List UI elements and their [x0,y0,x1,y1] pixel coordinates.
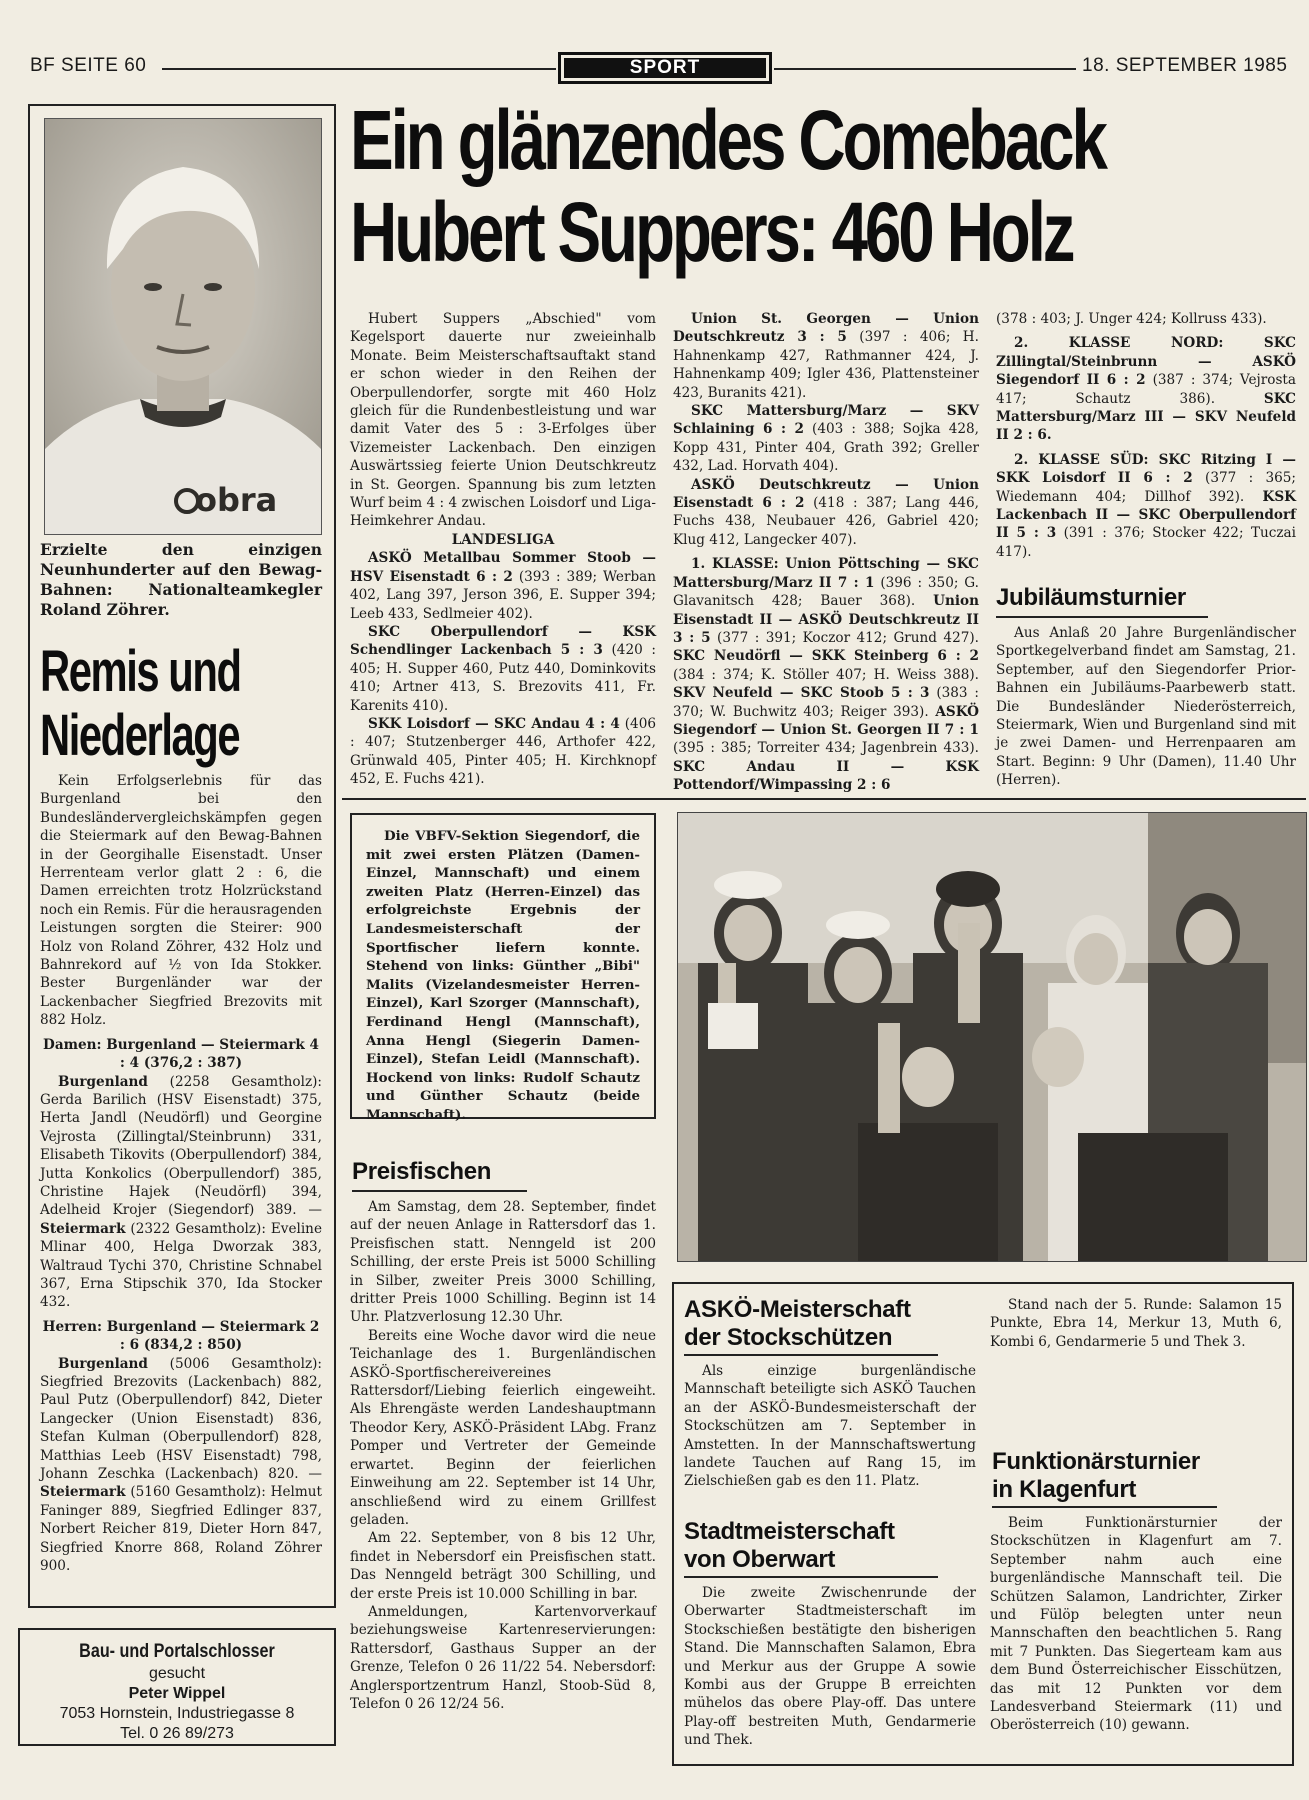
asko-heading-rule [684,1354,938,1356]
stadtmeisterschaft-heading [684,1518,895,1574]
funktionaer-heading [992,1448,1200,1504]
game-details: (396 : 350; G. Glavanitsch 428; Bauer 368). [673,574,979,610]
game-details: (383 : 370; W. Buchwitz 403; Reiger 393). [673,685,979,720]
game-teams: ASKÖ Metallbau Sommer Stoob — HSV Eisenstadt 6 : 2 [350,550,656,585]
asko-article [684,1362,976,1491]
funk-heading-line2: in Klagenfurt [992,1476,1137,1503]
klasse2-nord-results [996,334,1296,444]
preisfischen-heading: Preisfischen [352,1158,492,1185]
game-details: (418 : 387; Lang 446, Fuchs 438, Neubauer 426, Gabriel 420; Klug 412, Langecker 407). [673,495,979,548]
game-teams: SKC Neudörfl — SKK Steinberg 6 : 2 [673,648,979,665]
jubilaeum-article [996,624,1296,790]
game-details: (395 : 385; Torreiter 434; Jagenbrein 433). [673,740,979,757]
portrait-image [45,119,321,534]
remis-headline-line2: Niederlage [40,703,240,768]
game-details: (384 : 374; K. Stöller 407; H. Weiss 388). [673,666,979,683]
game-details: (377 : 391; Koczor 412; Grund 427). [710,629,980,646]
remis-headline [40,640,328,768]
game-teams: SKC Mattersburg/Marz III — SKV Neufeld II 2 : 6. [996,390,1296,444]
herren-stmk-scores: (5160 Gesamtholz): Helmut Faninger 889, Siegfried Edlinger 837, Norbert Reicher 819, Dieter Horn 847, Siegfried Knorre 868, Roland Zöhrer 900. [40,1484,322,1575]
main-intro: Hubert Suppers „Abschied" vom Kegelsport dauerte nur zweieinhalb Monate. Beim Meisterschaftsauftakt stand er schon wieder in den Reihen der Oberpullendorfer, sorgte mit 460 Holz gleich für die Rundenbestleistung und war damit Vater des 5 : 3-Erfolges über Vizemeister Lackenbach. Den einzigen Auswärtssieg feierte Union Deutschkreutz in St. Georgen. Spannung bis zum letzten Wurf beim 4 : 4 zwischen Loisdorf und Liga-Heimkehrer Andau. [350,311,656,530]
game-teams: Union St. Georgen — Union Deutschkreutz 3 : 5 [673,311,979,346]
vbfv-caption [366,827,640,1125]
game-teams: SKV Neufeld — SKC Stoob 5 : 3 [673,685,930,702]
herren-result-text [40,1355,322,1576]
game-teams: SKC Oberpullendorf — KSK Schendlinger Lackenbach 5 : 3 [350,623,656,659]
main-headline [350,93,1105,279]
damen-team-stmk: Steiermark [40,1220,126,1237]
shirt-logo-text: obra [195,481,278,519]
game-details: (387 : 374; Vejrosta 417; Schautz 386). [996,372,1296,407]
funk-article [990,1514,1282,1735]
preisfischen-p1: Am Samstag, dem 28. September, findet auf der neuen Anlage in Rattersdorf das 1. Preisfischen statt. Nenngeld ist 200 Schilling, der erste Preis ist 5000 Schilling in Silber, zweiter Preis 3000 Schilling, dritter Preis 1000 Schilling. Beginn ist 14 Uhr. Platzverlosung 12.30 Uhr. [350,1199,656,1326]
team-photo [677,812,1307,1262]
asko-heading [684,1296,911,1352]
game-details: (403 : 388; Sojka 428, Kopp 431, Pinter 404, Grath 392; Greller 432, Lad. Horvath 404). [673,421,979,475]
herren-team-stmk: Steiermark [40,1484,126,1501]
funk-heading-rule [992,1506,1217,1508]
game-teams: ASKÖ Siegendorf — Union St. Georgen II 7 : 1 [673,703,979,738]
main-article-col1 [350,310,656,789]
game-result [350,549,656,623]
issue-date: 18. SEPTEMBER 1985 [1082,55,1288,76]
game-details: (420 : 405; H. Supper 460, Putz 440, Dominkovits 410; Artner 413, S. Brezovits 411, Fr. Karenits 410). [350,642,656,714]
team-image [678,813,1306,1261]
herren-result-head: Herren: Burgenland — Steiermark 2 : 6 (834,2 : 850) [42,1318,320,1354]
asko-heading-line1: ASKÖ-Meisterschaft [684,1296,911,1323]
game-result [673,476,979,550]
section-label: SPORT [564,58,766,78]
vbfv-caption-text: Die VBFV-Sektion Siegendorf, die mit zwei ersten Plätzen (Damen-Einzel, Mannschaft) und einem zweiten Platz (Herren-Einzel) das erfolgreichste Ergebnis der Landesmeisterschaft der Sportfischer liefern konnte. Stehend von links: Günther „Bibi" Malits (Vizelandesmeister Herren-Einzel), Karl Szorger (Mannschaft), Ferdinand Hengl (Mannschaft), Anna Hengl (Siegerin Damen-Einzel), Stefan Leidl (Mannschaft). Hockend von links: Rudolf Schautz und Günther Schautz (beide Mannschaft). [366,828,640,1123]
header-rule-left [162,68,556,70]
ad-title: Bau- und Portalschlosser [79,1641,275,1662]
game-teams: 2. KLASSE SÜD: SKC Ritzing I — SKK Loisdorf II 6 : 2 [996,451,1296,487]
game-teams: SKK Loisdorf — SKC Andau 4 : 4 [368,715,620,732]
game-teams: SKC Mattersburg/Marz — SKV Schlaining 6 : 2 [673,403,979,438]
game-details: (378 : 403; J. Unger 424; Kollruss 433). [996,311,1267,327]
game-details: (406 : 407; Stutzenberger 446, Arthofer 422, Grünwald 405, Pinter 405; H. Kirchknopf 452, E. Fuchs 421). [350,715,657,788]
herren-bgld-scores: (5006 Gesamtholz): Siegfried Brezovits (Lackenbach) 882, Paul Putz (Oberpullendorf) 842, Dieter Langecker (Union Eisenstadt) 836, Stefan Kulman (Oberpullendorf) 828, Matthias Leeb (HSV Eisenstadt) 798, Johann Zeschka (Lackenbach) 820. — [40,1355,322,1483]
funk-heading-line1: Funktionärsturnier [992,1448,1200,1475]
game-result [350,715,656,789]
damen-result-text [40,1073,322,1312]
stadt-article-col1 [684,1584,976,1754]
remis-headline-line1: Remis und [40,639,241,704]
game-teams: Union Eisenstadt II — ASKÖ Deutschkreutz II 3 : 5 [673,593,979,646]
ad-company: Peter Wippel [128,1685,226,1702]
jubilaeum-text: Aus Anlaß 20 Jahre Burgenländischer Sportkegelverband findet am Samstag, 21. September, auf den Siegendorfer Prior-Bahnen ein Jubiläums-Paarbewerb statt. Die Bundesländer Niederösterreich, Steiermark, Wien und Burgenland sind mit je zwei Damen- und Herrenpaaren am Start. Beginn: 9 Uhr (Damen), 11.40 Uhr (Herren). [996,625,1296,789]
klasse2-sued-results [996,451,1296,561]
damen-stmk-scores: (2322 Gesamtholz): Eveline Mlinar 400, Helga Dworzak 383, Waltraud Tychi 370, Christine Schnabel 367, Erna Stipschik 370, Ida Stocker 432. [40,1220,322,1311]
jubilaeum-heading-rule [996,616,1208,618]
ad-address: 7053 Hornstein, Industriegasse 8 [59,1705,295,1722]
ad-subtitle: gesucht [148,1665,206,1682]
portrait-photo [44,118,322,535]
damen-bgld-scores: (2258 Gesamtholz): Gerda Barilich (HSV Eisenstadt) 375, Herta Jandl (Neudörfl) und Georgine Vejrosta (Zillingtal/Steinbrunn) 331, Elisabeth Tikovits (Oberpullendorf) 384, Jutta Konkolics (Oberpullendorf) 385, Christine Hajek (Neudörfl) 394, Adelheid Krojer (Siegendorf) 389. — [40,1073,322,1219]
asko-article-col2 [990,1296,1282,1351]
damen-team-bgld: Burgenland [58,1073,148,1090]
game-result [673,310,979,402]
preisfischen-p4: Anmeldungen, Kartenvorverkauf beziehungsweise Kartenreservierungen: Rattersdorf, Gasthaus Supper an der Grenze, Telefon 0 26 11/22 54. Nebersdorf: Anglersportzentrum Hanzl, Stoob-Süd 8, Telefon 0 26 12/24 56. [350,1603,656,1712]
league-heading: LANDESLIGA [451,531,555,548]
game-details: (391 : 376; Stocker 422; Tuczai 417). [996,525,1296,560]
preisfischen-heading-rule [352,1190,527,1192]
game-result [350,623,656,715]
job-ad [18,1628,336,1746]
ad-phone: Tel. 0 26 89/273 [120,1725,234,1742]
page-number: BF SEITE 60 [30,55,147,76]
stadt-heading-rule [684,1576,938,1578]
game-teams: SKC Andau II — KSK Pottendorf/Wimpassing 2 : 6 [673,758,979,794]
preisfischen-p3: Am 22. September, von 8 bis 12 Uhr, findet in Nebersdorf ein Preisfischen statt. Das Nenngeld beträgt 300 Schilling, und der erste Preis ist 10.000 Schilling in bar. [350,1530,656,1602]
vbfv-caption-box [350,813,656,1123]
herren-team-bgld: Burgenland [58,1355,148,1372]
game-teams: KSK Lackenbach II — SKC Oberpullendorf II 5 : 3 [996,488,1296,542]
funk-p4: Beim Funktionärsturnier der Stockschützen in Klagenfurt am 7. September nahm auch eine burgenländische Mannschaft teil. Die Schützen Salamon, Landrichter, Zirker und Fülöp belegten unter neun Mannschaften den beachtlichen 5. Rang mit 7 Punkten. Das Siegerteam kam aus dem Bund Österreichischer Eisschützen, das mit 12 Punkten vor dem Landesverband Steiermark (11) und Oberösterreich (10) gewann. [990,1515,1282,1734]
section-badge [558,52,772,84]
asko-heading-line2: der Stockschützen [684,1324,893,1351]
headline-line1: Ein glänzendes Comeback [350,93,1105,187]
preisfischen-article [350,1198,656,1713]
game-teams: ASKÖ Deutschkreutz — Union Eisenstadt 6 : 2 [673,476,979,512]
game-details: (377 : 365; Wiedemann 404; Dillhof 392). [996,470,1296,505]
main-article-col2 [673,310,979,795]
damen-result-head: Damen: Burgenland — Steiermark 4 : 4 (376,2 : 387) [43,1036,319,1072]
game-result [673,402,979,476]
remis-intro: Kein Erfolgserlebnis für das Burgenland bei den Bundesländervergleichskämpfen gegen die Steiermark auf den Bewag-Bahnen in der Georgihalle Eisenstadt. Unser Herrenteam verlor glatt 2 : 6, die Damen erreichten trotz Holzrückstand noch ein Remis. Für die herausragenden Leistungen sorgten die Steirer: 900 Holz von Roland Zöhrer, 432 Holz und Bahnrekord auf ½ von Ida Stokker. Bester Burgenländer war der Lackenbacher Siegfried Brezovits mit 882 Holz. [40,773,322,1029]
jubilaeum-heading: Jubiläumsturnier [996,584,1186,611]
game-teams: 1. KLASSE: Union Pöttsching — SKC Mattersburg/Marz II 7 : 1 [673,556,979,591]
stadt-heading-line2: von Oberwart [684,1546,836,1573]
section-divider [342,798,1306,800]
stadt-p2: Die zweite Zwischenrunde der Oberwarter Stadtmeisterschaft im Stockschießen bestätigte den bisherigen Stand. Die Mannschaften Salamon, Ebra und Merkur aus der Gruppe A sowie Kombi aus der Gruppe B erreichten mühelos das obere Play-off. Das untere Play-off bestreiten Muth, Gendarmerie und Thek. [684,1585,976,1749]
game-details: (393 : 389; Werban 402, Lang 397, Jerson 396, E. Supper 394; Leeb 433, Sedlmeier 402). [350,568,657,622]
main-article-col3 [996,310,1296,561]
headline-line2: Hubert Suppers: 460 Holz [350,185,1073,279]
stadt-heading-line1: Stadtmeisterschaft [684,1518,895,1545]
preisfischen-p2: Bereits eine Woche davor wird die neue Teichanlage des 1. Burgenländischen ASKÖ-Sportfischereivereines Rattersdorf/Liebing feierlich eingeweiht. Als Ehrengäste werden Landeshauptmann Theodor Kery, ASKÖ-Präsident LAbg. Franz Pomper und Vertreter der Gemeinde erwartet. Beginn der feierlichen Einweihung am 22. September ist 14 Uhr, anschließend wird zu einem Grillfest geladen. [350,1327,656,1528]
asko-p1: Als einzige burgenländische Mannschaft beteiligte sich ASKÖ Tauchen an der ASKÖ-Bundesmeisterschaft der Stockschützen am 7. September in Amstetten. In der Mannschaftswertung landete Tauchen auf Rang 15, im Zielschießen gab es den 11. Platz. [684,1363,976,1490]
klasse1-results [673,555,979,794]
portrait-caption: Erzielte den einzigen Neunhunderter auf den Bewag-Bahnen: Nationalteamkegler Roland Zöhrer. [40,540,322,619]
stadt-p3: Stand nach der 5. Runde: Salamon 15 Punkte, Ebra 14, Merkur 13, Muth 6, Kombi 6, Gendarmerie 5 und Thek 3. [990,1297,1282,1350]
remis-article [40,772,322,1575]
game-teams: 2. KLASSE NORD: SKC Zillingtal/Steinbrunn — ASKÖ Siegendorf II 6 : 2 [996,335,1296,389]
game-details: (397 : 406; H. Hahnenkamp 427, Rathmanner 424, J. Hahnenkamp 409; Igler 436, Plattensteiner 423, Buranits 421). [673,329,979,401]
header-rule-right [774,68,1076,70]
